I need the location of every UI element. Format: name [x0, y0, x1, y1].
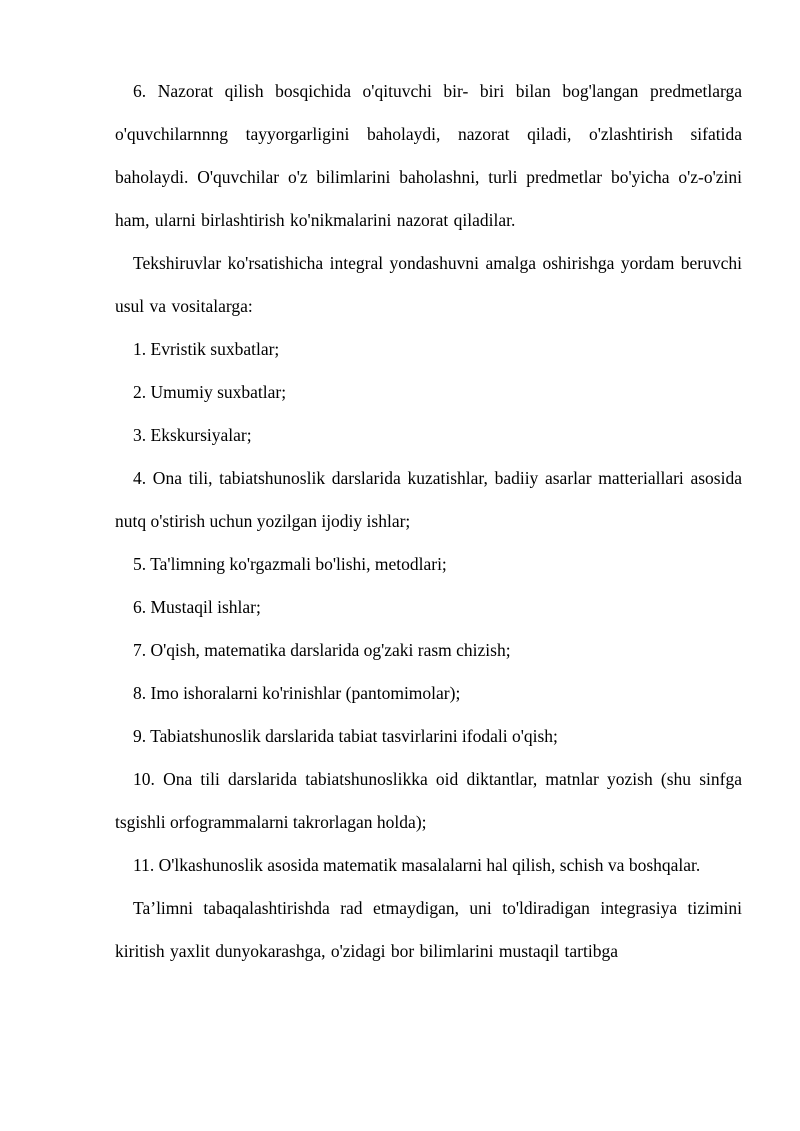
- document-page: [115, 70, 742, 973]
- list-item: 9. Tabiatshunoslik darslarida tabiat tasvirlarini ifodali o'qish;: [133, 726, 558, 746]
- list-item: 1. Evristik suxbatlar;: [133, 339, 280, 359]
- paragraph-closing: Ta’limni tabaqalashtirishda rad etmaydigan, uni to'ldiradigan integrasiya tizimini kiritish yaxlit dunyokarashga, o'zidagi bor bilimlarini mustaqil tartibga: [115, 898, 742, 961]
- paragraph-control-stage: 6. Nazorat qilish bosqichida o'qituvchi bir- biri bilan bog'langan predmetlarga o'quvchilarnnng tayyorgarligini baholaydi, nazorat qiladi, o'zlashtirish sifatida baholaydi. O'quvchilar o'z bilimlarini baholashni, turli predmetlar bo'yicha o'z-o'zini ham, ularni birlashtirish ko'nikmalarini nazorat qiladilar.: [115, 81, 742, 230]
- list-item: 3. Ekskursiyalar;: [133, 425, 252, 445]
- list-item: 11. O'lkashunoslik asosida matematik masalalarni hal qilish, schish va boshqalar.: [133, 855, 701, 875]
- list-item: 2. Umumiy suxbatlar;: [133, 382, 287, 402]
- list-item: 4. Ona tili, tabiatshunoslik darslarida kuzatishlar, badiiy asarlar matteriallari asosida nutq o'stirish uchun yozilgan ijodiy ishlar;: [115, 468, 742, 531]
- paragraph-research-intro: Tekshiruvlar ko'rsatishicha integral yondashuvni amalga oshirishga yordam beruvchi usul va vositalarga:: [115, 253, 742, 316]
- list-item: 6. Mustaqil ishlar;: [133, 597, 261, 617]
- list-item: 8. Imo ishoralarni ko'rinishlar (pantomimolar);: [133, 683, 461, 703]
- list-item: 5. Ta'limning ko'rgazmali bo'lishi, metodlari;: [133, 554, 447, 574]
- list-item: 10. Ona tili darslarida tabiatshunoslikka oid diktantlar, matnlar yozish (shu sinfga tsgishli orfogrammalarni takrorlagan holda);: [115, 769, 742, 832]
- list-item: 7. O'qish, matematika darslarida og'zaki rasm chizish;: [133, 640, 511, 660]
